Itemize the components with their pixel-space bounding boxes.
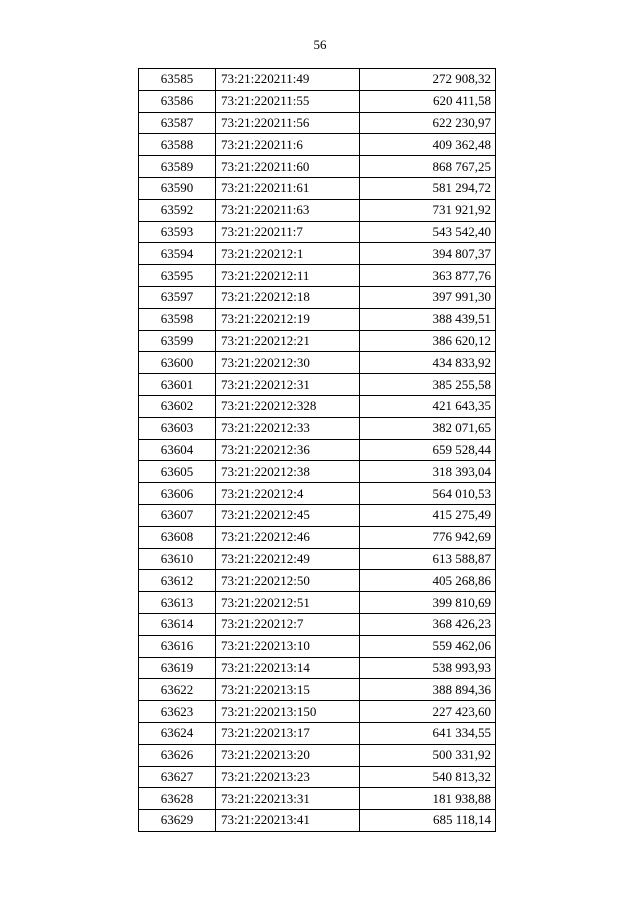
cadastral-number-cell: 73:21:220212:21	[216, 330, 360, 352]
cadastral-number-cell: 73:21:220212:45	[216, 504, 360, 526]
cadastral-value-cell: 622 230,97	[360, 112, 496, 134]
cadastral-value-cell: 581 294,72	[360, 177, 496, 199]
cadastral-number-cell: 73:21:220212:36	[216, 439, 360, 461]
row-number-cell: 63619	[139, 657, 216, 679]
table-row	[139, 330, 496, 352]
row-number-cell: 63605	[139, 461, 216, 483]
row-number-cell: 63613	[139, 592, 216, 614]
row-number-cell: 63622	[139, 679, 216, 701]
table-row	[139, 221, 496, 243]
table-row	[139, 788, 496, 810]
table-row	[139, 679, 496, 701]
table-row	[139, 243, 496, 265]
row-number-cell: 63592	[139, 199, 216, 221]
row-number-cell: 63594	[139, 243, 216, 265]
cadastral-number-cell: 73:21:220213:150	[216, 701, 360, 723]
row-number-cell: 63602	[139, 395, 216, 417]
cadastral-number-cell: 73:21:220211:56	[216, 112, 360, 134]
row-number-cell: 63614	[139, 613, 216, 635]
row-number-cell: 63589	[139, 156, 216, 178]
row-number-cell: 63600	[139, 352, 216, 374]
table-row	[139, 308, 496, 330]
row-number-cell: 63607	[139, 504, 216, 526]
table-row	[139, 504, 496, 526]
row-number-cell: 63597	[139, 286, 216, 308]
cadastral-number-cell: 73:21:220213:10	[216, 635, 360, 657]
table-row	[139, 483, 496, 505]
cadastral-value-cell: 318 393,04	[360, 461, 496, 483]
row-number-cell: 63587	[139, 112, 216, 134]
cadastral-value-cell: 620 411,58	[360, 90, 496, 112]
table-row	[139, 766, 496, 788]
cadastral-number-cell: 73:21:220212:51	[216, 592, 360, 614]
table-row	[139, 439, 496, 461]
cadastral-number-cell: 73:21:220212:1	[216, 243, 360, 265]
row-number-cell: 63586	[139, 90, 216, 112]
cadastral-number-cell: 73:21:220213:23	[216, 766, 360, 788]
row-number-cell: 63616	[139, 635, 216, 657]
table-row	[139, 90, 496, 112]
row-number-cell: 63598	[139, 308, 216, 330]
cadastral-number-cell: 73:21:220212:4	[216, 483, 360, 505]
cadastral-number-cell: 73:21:220212:33	[216, 417, 360, 439]
cadastral-number-cell: 73:21:220213:17	[216, 722, 360, 744]
table-row	[139, 526, 496, 548]
row-number-cell: 63588	[139, 134, 216, 156]
table-row	[139, 199, 496, 221]
cadastral-value-cell: 368 426,23	[360, 613, 496, 635]
table-row	[139, 635, 496, 657]
cadastral-value-cell: 613 588,87	[360, 548, 496, 570]
cadastral-value-cell: 538 993,93	[360, 657, 496, 679]
table-row	[139, 112, 496, 134]
table-row	[139, 265, 496, 287]
cadastral-value-cell: 434 833,92	[360, 352, 496, 374]
cadastral-value-cell: 227 423,60	[360, 701, 496, 723]
row-number-cell: 63590	[139, 177, 216, 199]
table-row	[139, 417, 496, 439]
cadastral-number-cell: 73:21:220212:31	[216, 374, 360, 396]
page-number: 56	[313, 37, 327, 52]
cadastral-value-cell: 415 275,49	[360, 504, 496, 526]
cadastral-value-cell: 559 462,06	[360, 635, 496, 657]
row-number-cell: 63628	[139, 788, 216, 810]
table-row	[139, 657, 496, 679]
row-number-cell: 63599	[139, 330, 216, 352]
row-number-cell: 63606	[139, 483, 216, 505]
table-row	[139, 374, 496, 396]
row-number-cell: 63610	[139, 548, 216, 570]
cadastral-value-cell: 776 942,69	[360, 526, 496, 548]
table-row	[139, 461, 496, 483]
row-number-cell: 63623	[139, 701, 216, 723]
cadastral-number-cell: 73:21:220211:55	[216, 90, 360, 112]
table-row	[139, 613, 496, 635]
cadastral-number-cell: 73:21:220213:31	[216, 788, 360, 810]
cadastral-number-cell: 73:21:220211:6	[216, 134, 360, 156]
row-number-cell: 63603	[139, 417, 216, 439]
cadastral-value-cell: 543 542,40	[360, 221, 496, 243]
cadastral-value-cell: 394 807,37	[360, 243, 496, 265]
cadastral-number-cell: 73:21:220212:50	[216, 570, 360, 592]
cadastral-number-cell: 73:21:220213:41	[216, 810, 360, 832]
table-row	[139, 286, 496, 308]
cadastral-number-cell: 73:21:220211:49	[216, 69, 360, 91]
row-number-cell: 63601	[139, 374, 216, 396]
cadastral-number-cell: 73:21:220213:15	[216, 679, 360, 701]
cadastral-number-cell: 73:21:220212:11	[216, 265, 360, 287]
table-row	[139, 592, 496, 614]
table-row	[139, 744, 496, 766]
row-number-cell: 63595	[139, 265, 216, 287]
cadastral-value-cell: 405 268,86	[360, 570, 496, 592]
cadastral-value-cell: 399 810,69	[360, 592, 496, 614]
cadastral-value-cell: 388 439,51	[360, 308, 496, 330]
cadastral-number-cell: 73:21:220212:19	[216, 308, 360, 330]
cadastral-number-cell: 73:21:220211:60	[216, 156, 360, 178]
cadastral-value-table	[138, 68, 496, 832]
table-row	[139, 395, 496, 417]
cadastral-number-cell: 73:21:220212:49	[216, 548, 360, 570]
table-row	[139, 570, 496, 592]
cadastral-number-cell: 73:21:220212:18	[216, 286, 360, 308]
row-number-cell: 63624	[139, 722, 216, 744]
cadastral-value-cell: 500 331,92	[360, 744, 496, 766]
row-number-cell: 63626	[139, 744, 216, 766]
row-number-cell: 63593	[139, 221, 216, 243]
table-row	[139, 69, 496, 91]
row-number-cell: 63604	[139, 439, 216, 461]
cadastral-value-cell: 641 334,55	[360, 722, 496, 744]
cadastral-value-cell: 385 255,58	[360, 374, 496, 396]
cadastral-value-cell: 540 813,32	[360, 766, 496, 788]
cadastral-value-cell: 685 118,14	[360, 810, 496, 832]
table-row	[139, 134, 496, 156]
cadastral-number-cell: 73:21:220212:7	[216, 613, 360, 635]
row-number-cell: 63627	[139, 766, 216, 788]
table-row	[139, 352, 496, 374]
table-body	[139, 69, 496, 832]
cadastral-number-cell: 73:21:220211:7	[216, 221, 360, 243]
table-row	[139, 156, 496, 178]
cadastral-value-cell: 272 908,32	[360, 69, 496, 91]
cadastral-value-cell: 181 938,88	[360, 788, 496, 810]
cadastral-number-cell: 73:21:220213:14	[216, 657, 360, 679]
cadastral-value-cell: 868 767,25	[360, 156, 496, 178]
cadastral-number-cell: 73:21:220211:63	[216, 199, 360, 221]
cadastral-value-cell: 421 643,35	[360, 395, 496, 417]
cadastral-number-cell: 73:21:220213:20	[216, 744, 360, 766]
cadastral-value-cell: 731 921,92	[360, 199, 496, 221]
cadastral-number-cell: 73:21:220212:38	[216, 461, 360, 483]
cadastral-number-cell: 73:21:220212:46	[216, 526, 360, 548]
cadastral-value-cell: 388 894,36	[360, 679, 496, 701]
cadastral-number-cell: 73:21:220211:61	[216, 177, 360, 199]
cadastral-number-cell: 73:21:220212:328	[216, 395, 360, 417]
row-number-cell: 63585	[139, 69, 216, 91]
cadastral-value-cell: 382 071,65	[360, 417, 496, 439]
cadastral-value-cell: 363 877,76	[360, 265, 496, 287]
cadastral-value-cell: 397 991,30	[360, 286, 496, 308]
row-number-cell: 63629	[139, 810, 216, 832]
table-row	[139, 722, 496, 744]
cadastral-value-cell: 409 362,48	[360, 134, 496, 156]
table-row	[139, 177, 496, 199]
table-row	[139, 701, 496, 723]
row-number-cell: 63608	[139, 526, 216, 548]
table-row	[139, 810, 496, 832]
cadastral-number-cell: 73:21:220212:30	[216, 352, 360, 374]
cadastral-value-cell: 386 620,12	[360, 330, 496, 352]
row-number-cell: 63612	[139, 570, 216, 592]
table-row	[139, 548, 496, 570]
cadastral-value-cell: 564 010,53	[360, 483, 496, 505]
cadastral-value-cell: 659 528,44	[360, 439, 496, 461]
